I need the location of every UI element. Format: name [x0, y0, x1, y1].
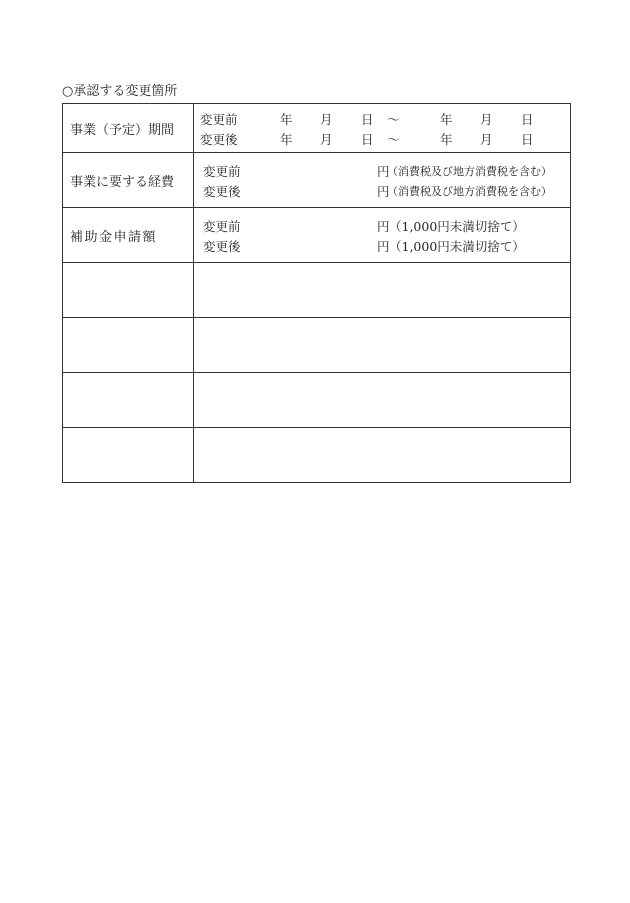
blank-label-cell[interactable]: [63, 318, 194, 373]
expense-value-cell[interactable]: [194, 153, 571, 208]
period-after-separator: ～: [387, 132, 400, 147]
subsidy-after-line: [194, 235, 570, 255]
section-heading: ○承認する変更箇所: [62, 84, 178, 99]
blank-value-cell[interactable]: [194, 428, 571, 483]
expense-after-line: [194, 180, 570, 200]
period-label: 事業（予定）期間: [70, 122, 175, 138]
blank-value-cell[interactable]: [194, 318, 571, 373]
period-after-year-start: 年: [280, 132, 293, 147]
blank-value-cell[interactable]: [194, 373, 571, 428]
subsidy-before-prefix: 変更前: [203, 219, 241, 234]
table-row-expense: [63, 153, 571, 208]
table-row-period: [63, 104, 571, 153]
subsidy-label: 補助金申請額: [70, 229, 158, 245]
subsidy-label-cell: [63, 208, 194, 263]
period-label-cell: [63, 104, 194, 153]
period-value-cell[interactable]: [194, 104, 571, 153]
blank-value-cell[interactable]: [194, 263, 571, 318]
expense-before-line: [194, 160, 570, 180]
subsidy-after-unit: 円: [377, 239, 390, 254]
period-before-separator: ～: [387, 112, 400, 127]
table-row-blank: [63, 318, 571, 373]
expense-label: 事業に要する経費: [70, 174, 175, 190]
expense-before-prefix: 変更前: [203, 164, 241, 179]
expense-after-unit: 円: [377, 184, 390, 199]
expense-label-cell: [63, 153, 194, 208]
blank-label-cell[interactable]: [63, 428, 194, 483]
period-before-month-end: 月: [480, 112, 493, 127]
period-before-year-start: 年: [280, 112, 293, 127]
period-after-month-end: 月: [480, 132, 493, 147]
subsidy-before-unit: 円: [377, 219, 390, 234]
period-before-line: [194, 108, 570, 128]
blank-label-cell[interactable]: [63, 263, 194, 318]
expense-after-note: （消費税及び地方消費税を含む）: [387, 185, 552, 198]
subsidy-before-note: （1,000円未満切捨て）: [389, 219, 525, 234]
period-before-prefix: 変更前: [200, 112, 238, 127]
table-row-blank: [63, 263, 571, 318]
period-after-month-start: 月: [320, 132, 333, 147]
change-items-table: [62, 103, 571, 483]
table-row-blank: [63, 373, 571, 428]
period-after-line: [194, 128, 570, 148]
subsidy-after-prefix: 変更後: [203, 239, 241, 254]
period-after-prefix: 変更後: [200, 132, 238, 147]
table-row-subsidy: [63, 208, 571, 263]
period-before-day-start: 日: [361, 112, 374, 127]
period-after-year-end: 年: [440, 132, 453, 147]
expense-after-prefix: 変更後: [203, 184, 241, 199]
period-before-year-end: 年: [440, 112, 453, 127]
blank-label-cell[interactable]: [63, 373, 194, 428]
period-before-month-start: 月: [320, 112, 333, 127]
subsidy-value-cell[interactable]: [194, 208, 571, 263]
period-after-day-start: 日: [361, 132, 374, 147]
period-before-day-end: 日: [521, 112, 534, 127]
subsidy-before-line: [194, 215, 570, 235]
subsidy-after-note: （1,000円未満切捨て）: [389, 239, 525, 254]
table-row-blank: [63, 428, 571, 483]
period-after-day-end: 日: [521, 132, 534, 147]
expense-before-unit: 円: [377, 164, 390, 179]
expense-before-note: （消費税及び地方消費税を含む）: [387, 165, 552, 178]
